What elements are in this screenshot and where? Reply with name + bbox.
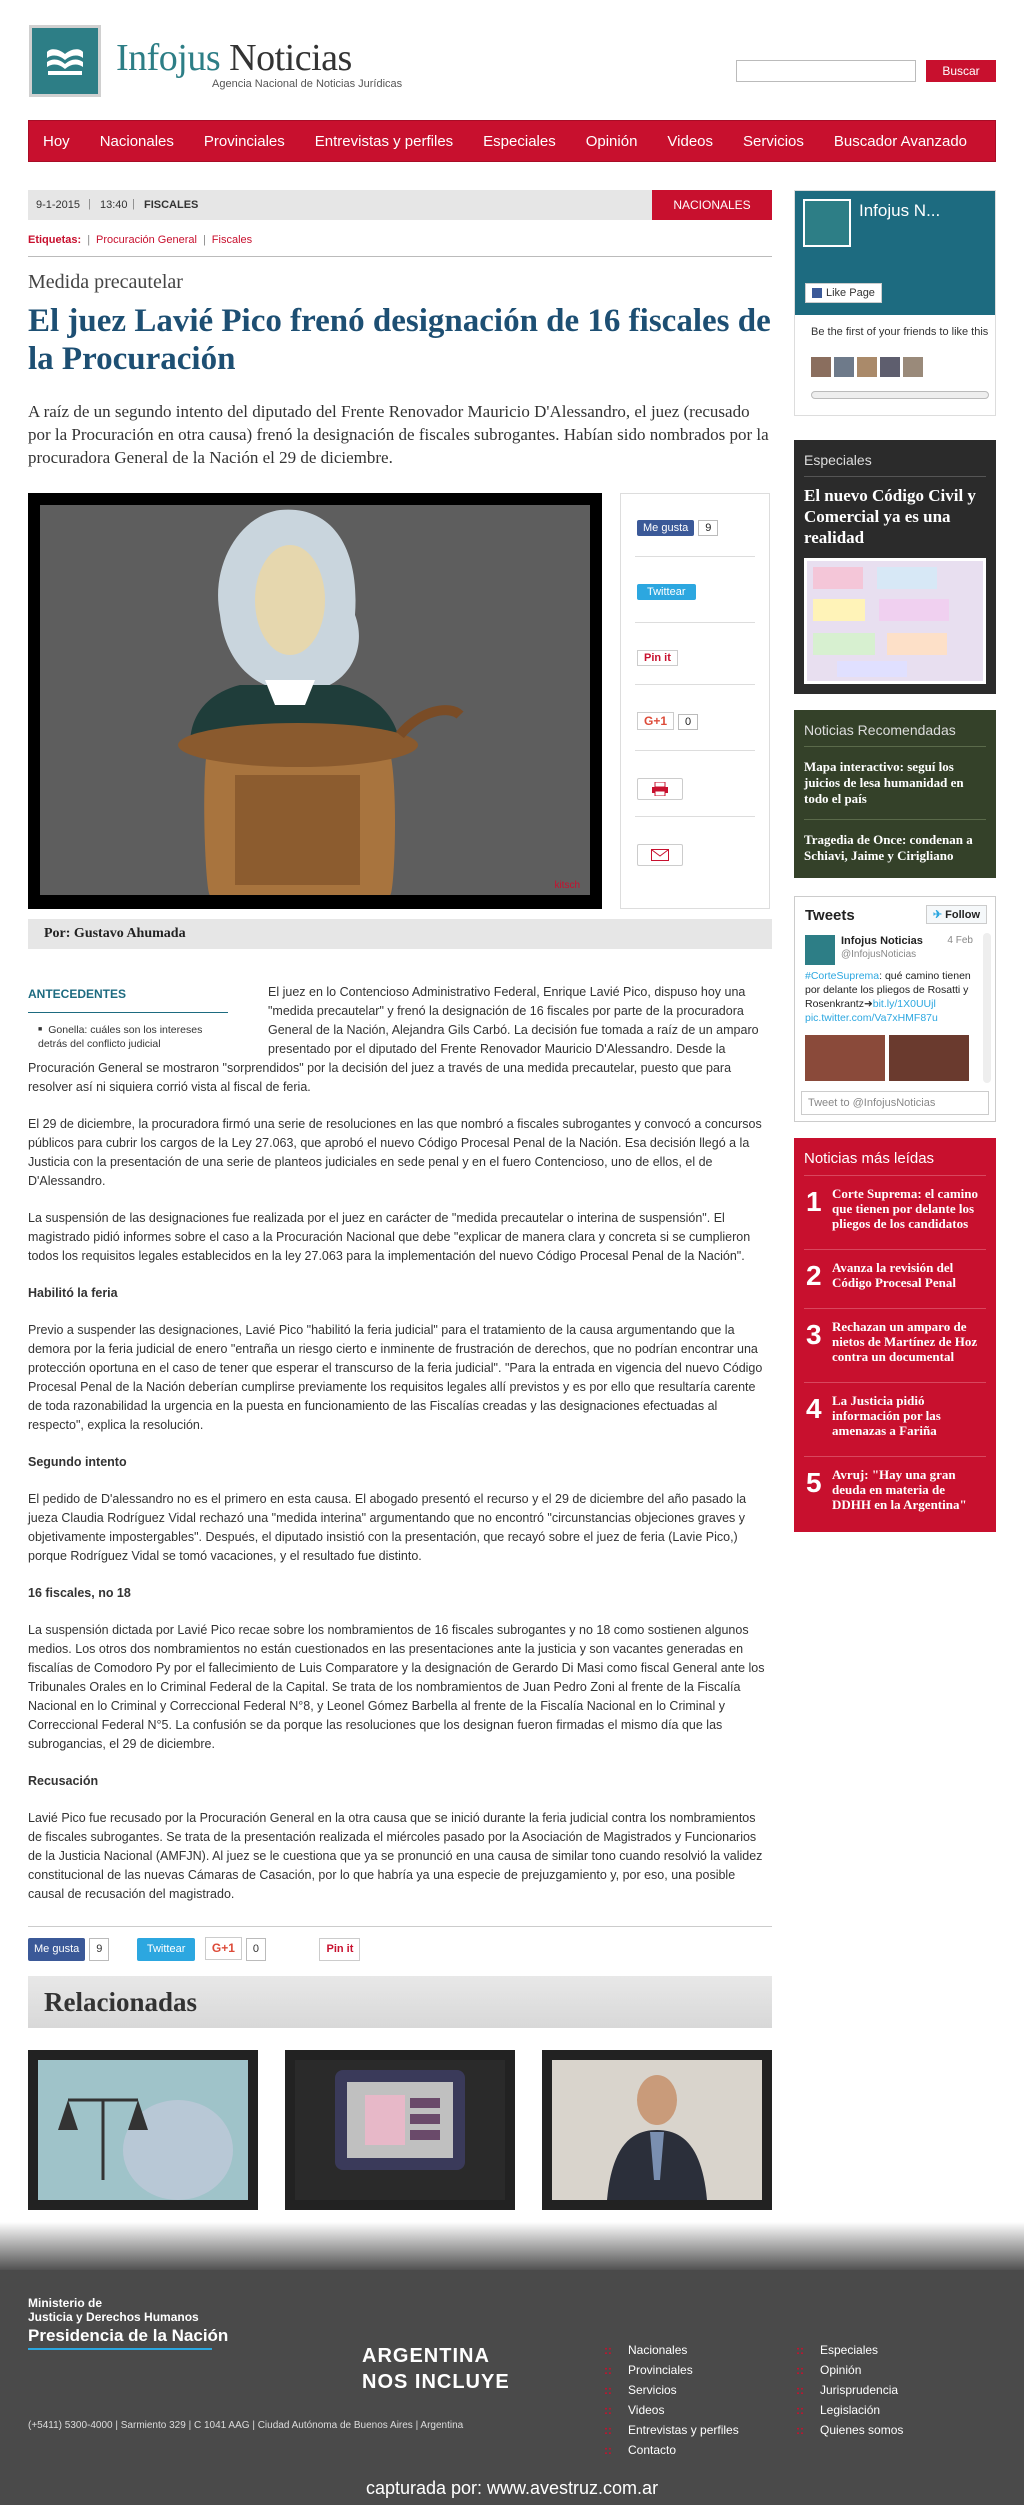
- article-body: [28, 983, 772, 1960]
- like-count: 9: [89, 1938, 109, 1961]
- related-image[interactable]: [28, 2050, 258, 2210]
- footer-link[interactable]: :: Legislación: [796, 2400, 903, 2420]
- footer-link[interactable]: :: Opinión: [796, 2360, 903, 2380]
- email-share[interactable]: [637, 844, 683, 864]
- fb-like-button[interactable]: Me gusta: [28, 1938, 85, 1961]
- paragraph: El pedido de D'alessandro no es el primero en esta causa. El abogado presentó el recurso y el 29 de diciembre del año pasado la jueza Claudia Rodríguez Vidal rechazó una "medida interina" argumentando que no encontró "circunstancias objeciones graves y objetivamente impostergables". Después, el diputado insistió con la presentación, que recayó sobre el juez de feria (Lavie Pico,) porque Rodríguez Vidal se tomó vacaciones, y el resultado fue distinto.: [28, 1492, 747, 1563]
- recomendada-link[interactable]: Mapa interactivo: seguí los juicios de lesa humanidad en todo el país: [804, 759, 964, 806]
- most-read-item[interactable]: [804, 1456, 986, 1522]
- ministry-name[interactable]: [28, 2296, 199, 2324]
- search-input[interactable]: [736, 60, 916, 82]
- subheading: Segundo intento: [28, 1455, 127, 1469]
- subheading: Recusación: [28, 1774, 99, 1788]
- divider: [635, 816, 755, 817]
- computer-illustration: [285, 2050, 515, 2210]
- print-icon: [651, 782, 669, 796]
- divider: [28, 256, 772, 257]
- article-author: Por: Gustavo Ahumada: [28, 919, 772, 949]
- antecedentes-title: ANTECEDENTES: [28, 985, 228, 1013]
- recomendada-link[interactable]: Tragedia de Once: condenan a Schiavi, Jaime y Cirigliano: [804, 832, 973, 863]
- tweet-body: [805, 969, 975, 1025]
- footer-link[interactable]: :: Entrevistas y perfiles: [604, 2420, 739, 2440]
- most-read-item[interactable]: [804, 1175, 986, 1241]
- rank-number: 2: [806, 1260, 822, 1291]
- footer-link[interactable]: :: Videos: [604, 2400, 739, 2420]
- article-illustration[interactable]: [28, 493, 602, 909]
- nav-item-videos[interactable]: Videos: [667, 132, 714, 150]
- most-read-link[interactable]: Avanza la revisión del Código Procesal Penal: [832, 1260, 956, 1290]
- article-kicker: Medida precautelar: [28, 271, 183, 293]
- footer-links-col2: [796, 2340, 903, 2440]
- illustration-canvas: [40, 505, 590, 895]
- paragraph: La suspensión dictada por Lavié Pico recae sobre los nombramientos de 16 fiscales subrogantes y no 18 como sostienen algunos medios. Los otros dos nombramientos no están cuestionados en las presentaciones ante la justicia y son vacantes generadas en fiscalías de Comodoro Py por el fallecimiento de Luis Comparatore y la designación de Gerardo Di Masi como fiscal General ante los Tribunales Orales en lo Criminal Federal de la Capital. Se trata de los nombramientos de Juan Pedro Zoni al frente de la Fiscalía Nacional en lo Criminal y Correccional Federal N°8, y Leonel Gómez Barbella al frente de la Fiscalía Nacional en lo Criminal y Correccional Federal N°5. La confusión se da porque las resoluciones que los designan fueron firmadas el mismo día que las subrogancias, el 29 de diciembre.: [28, 1623, 765, 1751]
- footer-link[interactable]: :: Especiales: [796, 2340, 903, 2360]
- article-lead: A raíz de un segundo intento del diputado del Frente Renovador Mauricio D'Alessandro, el juez (recusado por la Procuración en otra causa) frenó la designación de fiscales subrogantes. Habían sido nombrados por la procuradora General de la Nación el 29 de diciembre.: [28, 402, 769, 467]
- logo-word2: Noticias: [229, 37, 352, 79]
- twitter-bird-icon: ✈: [932, 909, 943, 921]
- argentina-line1: ARGENTINA: [362, 2345, 490, 2367]
- rank-number: 5: [806, 1467, 822, 1498]
- pinterest-share[interactable]: [637, 648, 678, 668]
- argentina-logo[interactable]: [362, 2343, 510, 2395]
- tweet-to-input[interactable]: Tweet to @InfojusNoticias: [801, 1091, 989, 1115]
- logo-title[interactable]: [116, 36, 352, 80]
- horizontal-scrollbar[interactable]: [811, 391, 989, 399]
- email-button[interactable]: [637, 844, 683, 866]
- tweet-text: : qué camino tienen por delante los pliegos de Rosatti y Rosenkrantz➜: [805, 970, 971, 1010]
- footer-link[interactable]: :: Nacionales: [604, 2340, 739, 2360]
- divider: [804, 476, 986, 477]
- nav-item-buscador[interactable]: Buscador Avanzado: [833, 132, 968, 150]
- tags-row: Etiquetas: | Procuración General | Fiscales: [28, 234, 253, 246]
- tag-link[interactable]: Procuración General: [96, 234, 197, 246]
- portrait-photo: [542, 2050, 772, 2210]
- fb-like-page-button[interactable]: [805, 283, 882, 303]
- follow-label: Follow: [945, 909, 980, 921]
- facebook-page-box: [794, 190, 996, 416]
- twitter-share[interactable]: [637, 582, 696, 602]
- separator: |: [88, 198, 91, 210]
- print-button[interactable]: [637, 778, 683, 800]
- scales-illustration: [28, 2050, 258, 2210]
- nav-item-entrevistas[interactable]: Entrevistas y perfiles: [314, 132, 454, 150]
- tweets-title: Tweets: [805, 907, 855, 924]
- most-read-link[interactable]: La Justicia pidió información por las amenazas a Fariña: [832, 1393, 941, 1438]
- sidebar: [794, 190, 996, 1532]
- article-date: 9-1-2015: [36, 199, 81, 211]
- subheading: Habilitó la feria: [28, 1286, 118, 1300]
- paragraph: El 29 de diciembre, la procuradora firmó una serie de resoluciones en las que nombró a fiscales subrogantes y convocó a concursos públicos para cubrir los cargos de la Ley 27.063, que aprobó el nuevo Código Procesal Penal de la Nación. Esa decisión llegó a la Justicia con la presentación de una serie de planteos judiciales en sede penal y en el fuero Contencioso, uno de ellos, el de D'Alessandro.: [28, 1117, 762, 1188]
- print-share[interactable]: [637, 778, 683, 798]
- especiales-box: [794, 440, 996, 694]
- nav-item-opinion[interactable]: Opinión: [585, 132, 638, 150]
- footer-address: (+5411) 5300-4000 | Sarmiento 329 | C 1041 AAG | Ciudad Autónoma de Buenos Aires | Argentina: [28, 2420, 464, 2431]
- footer-link[interactable]: :: Provinciales: [604, 2360, 739, 2380]
- like-count: 9: [698, 520, 718, 536]
- footer-link[interactable]: :: Quienes somos: [796, 2420, 903, 2440]
- divider: [804, 819, 986, 820]
- tweet-user[interactable]: Infojus Noticias: [841, 935, 923, 947]
- rank-number: 3: [806, 1319, 822, 1350]
- especiales-link[interactable]: El nuevo Código Civil y Comercial ya es una realidad: [804, 486, 976, 547]
- article-time: 13:40: [100, 199, 128, 211]
- book-icon: [46, 44, 84, 78]
- most-read-link[interactable]: Avruj: "Hay una gran deuda en materia de DDHH en la Argentina": [832, 1467, 967, 1512]
- article-column: [28, 190, 772, 2290]
- nav-item-nacionales[interactable]: Nacionales: [99, 132, 174, 150]
- pin-it-button[interactable]: Pin it: [319, 1938, 360, 1961]
- nav-item-servicios[interactable]: Servicios: [743, 132, 804, 150]
- related-image[interactable]: [285, 2050, 515, 2210]
- fb-friend-avatars: [811, 357, 923, 377]
- recomendadas-box: [794, 710, 996, 878]
- capture-credit: capturada por: www.avestruz.com.ar: [365, 2478, 659, 2498]
- tweet-photo[interactable]: [889, 1035, 969, 1081]
- gplus-share[interactable]: [637, 712, 698, 732]
- divider: [635, 750, 755, 751]
- subheading: 16 fiscales, no 18: [28, 1586, 131, 1600]
- footer-link[interactable]: :: Jurisprudencia: [796, 2380, 903, 2400]
- most-read-item[interactable]: [804, 1308, 986, 1374]
- gplus-count: 0: [678, 714, 698, 730]
- nav-item-provinciales[interactable]: Provinciales: [203, 132, 285, 150]
- main-nav: [28, 120, 996, 162]
- twitter-widget: [794, 896, 996, 1122]
- article-headline: El juez Lavié Pico frenó designación de 16 fiscales de la Procuración: [28, 303, 771, 377]
- logo[interactable]: [29, 25, 101, 97]
- bottom-share-bar: [28, 1926, 772, 1960]
- nav-item-especiales[interactable]: Especiales: [483, 132, 556, 150]
- especiales-title: Especiales: [804, 452, 872, 468]
- fb-like-button[interactable]: Me gusta: [637, 520, 694, 536]
- fb-cover[interactable]: [795, 191, 995, 315]
- footer-link[interactable]: :: Contacto: [604, 2440, 739, 2460]
- paragraph: Previo a suspender las designaciones, Lavié Pico "habilitó la feria judicial" para el tratamiento de la causa argumentando que la demora por la feria judicial de enero "entraña un riesgo cierto e inminente de frustración de derechos, que no podrían encontrar una protección oportuna en el caso de tener que esperar el transcurso de la feria judicial". "Para la entrada en vigencia del nuevo Código Procesal Penal de la Nación deberían cumplirse previamente los requisitos legales allí previstos y es por ello que resultaría carente de toda razonabilidad la urgencia en la puesta en funcionamiento de las Fiscalías creadas y las designaciones efectuadas al respecto", explica la resolución.: [28, 1323, 763, 1432]
- presidencia-label[interactable]: Presidencia de la Nación: [28, 2326, 229, 2345]
- photo-credit: kitsch: [554, 880, 580, 891]
- judge-illustration: [40, 505, 590, 895]
- search-button[interactable]: Buscar: [926, 60, 996, 82]
- tweet-button[interactable]: Twittear: [637, 584, 696, 600]
- tweet-date[interactable]: 4 Feb: [947, 935, 973, 946]
- tweet-button[interactable]: Twittear: [137, 1938, 196, 1961]
- separator: |: [132, 198, 135, 210]
- most-read-item[interactable]: [804, 1249, 986, 1300]
- fb-page-avatar: [803, 199, 851, 247]
- fb-friends-text: Be the first of your friends to like this: [811, 326, 989, 338]
- most-read-title: Noticias más leídas: [804, 1150, 935, 1167]
- divider: [804, 746, 986, 747]
- tweet-hashtag[interactable]: #CorteSuprema: [805, 970, 880, 982]
- gplus-count: 0: [246, 1938, 266, 1961]
- most-read-item[interactable]: [804, 1382, 986, 1448]
- rank-number: 4: [806, 1393, 822, 1424]
- date-bar: [28, 190, 772, 220]
- paragraph: La suspensión de las designaciones fue realizada por el juez en carácter de "medida precautelar o interina de suspensión". El magistrado pidió informes sobre el caso a la Procuración Nacional que debe "explicar de manera clara y concreta si se cumplieron todos los requisitos legales establecidos en la ley 27.063 para la implementación del nuevo Código Procesal Penal de la Nación".: [28, 1211, 751, 1263]
- site-header: [0, 0, 1024, 112]
- footer-link[interactable]: :: Servicios: [604, 2380, 739, 2400]
- media-row: [28, 493, 772, 909]
- logo-word1: Infojus: [116, 37, 221, 79]
- tweet-avatar[interactable]: [805, 935, 835, 965]
- most-read-link[interactable]: Rechazan un amparo de nietos de Martínez de Hoz contra un documental: [832, 1319, 978, 1364]
- paragraph: El juez en lo Contencioso Administrativo Federal, Enrique Lavié Pico, dispuso hoy una "medida precautelar" y frenó la designación de 16 fiscales por parte de la procuradora General de la Nación, Alejandra Gils Carbó. La decisión fue tomada a raíz de un amparo presentado por el diputado del Frente Renovador Mauricio D'Alessandro. Desde la Procuración General se mostraron "sorprendidos" por la decisión del juez a través de una medida precautelar, puesto que para resolver así ni siquiera corrió vista al fiscal de feria.: [28, 985, 759, 1094]
- related-image[interactable]: [542, 2050, 772, 2210]
- tags-label: Etiquetas:: [28, 234, 82, 246]
- most-read-box: [794, 1138, 996, 1532]
- envelope-icon: [651, 849, 669, 861]
- divider: [635, 556, 755, 557]
- fb-like-page-label: Like Page: [826, 287, 875, 299]
- footer-links-col1: [604, 2340, 739, 2460]
- tweet-link[interactable]: bit.ly/1X0UUjl: [872, 998, 936, 1010]
- footer-fade: [0, 2222, 1024, 2272]
- ministry-line1: Ministerio de: [28, 2296, 103, 2310]
- rank-number: 1: [806, 1186, 822, 1217]
- ministry-line2: Justicia y Derechos Humanos: [28, 2310, 199, 2324]
- tweet-handle[interactable]: @InfojusNoticias: [841, 949, 917, 960]
- tag-link[interactable]: Fiscales: [211, 234, 253, 246]
- nav-item-hoy[interactable]: Hoy: [43, 132, 70, 150]
- vertical-scrollbar[interactable]: [983, 933, 991, 1083]
- share-column: [620, 493, 770, 909]
- article-section[interactable]: FISCALES: [144, 199, 199, 211]
- divider: [28, 2348, 212, 2350]
- related-heading: Relacionadas: [28, 1976, 772, 2028]
- paragraph: Lavié Pico fue recusado por la Procuración General en la otra causa que se inició durante la feria judicial contra los nombramientos de fiscales subrogantes. Se trata de la presentación realizada el miércoles pasado por la Asociación de Magistrados y Funcionarios de la Justicia Nacional (AMFJN). Al juez se le cuestiona que ya se pronunció en una causa de similar tono cuando resolvió la validez constitucional de las nuevas Cámaras de Casación, por lo que habría ya una especie de prejuzgamiento y, por eso, una posible causal de recusación del magistrado.: [28, 1811, 763, 1901]
- recomendadas-title: Noticias Recomendadas: [804, 722, 956, 738]
- divider: [635, 622, 755, 623]
- pin-it-button[interactable]: Pin it: [637, 650, 678, 666]
- facebook-like[interactable]: [637, 518, 718, 538]
- gplus-button[interactable]: G+1: [637, 712, 674, 730]
- antecedentes-link[interactable]: ■ Gonella: cuáles son los intereses detrás del conflicto judicial: [38, 1023, 228, 1051]
- most-read-link[interactable]: Corte Suprema: el camino que tienen por delante los pliegos de los candidatos: [832, 1186, 978, 1231]
- especiales-image[interactable]: [804, 558, 986, 684]
- gplus-button[interactable]: G+1: [205, 1937, 242, 1960]
- argentina-line2: NOS INCLUYE: [362, 2371, 510, 2393]
- fb-page-name[interactable]: Infojus N...: [859, 201, 941, 220]
- antecedentes-box: [28, 985, 228, 1051]
- divider: [635, 684, 755, 685]
- tweet-photo[interactable]: [805, 1035, 885, 1081]
- category-badge[interactable]: NACIONALES: [652, 190, 772, 220]
- follow-button[interactable]: [926, 905, 987, 924]
- tweet-pic-link[interactable]: pic.twitter.com/Va7xHMF87u: [805, 1012, 938, 1024]
- facebook-icon: [812, 288, 822, 298]
- notes-illustration: [807, 561, 983, 681]
- logo-subtitle: Agencia Nacional de Noticias Jurídicas: [212, 78, 403, 90]
